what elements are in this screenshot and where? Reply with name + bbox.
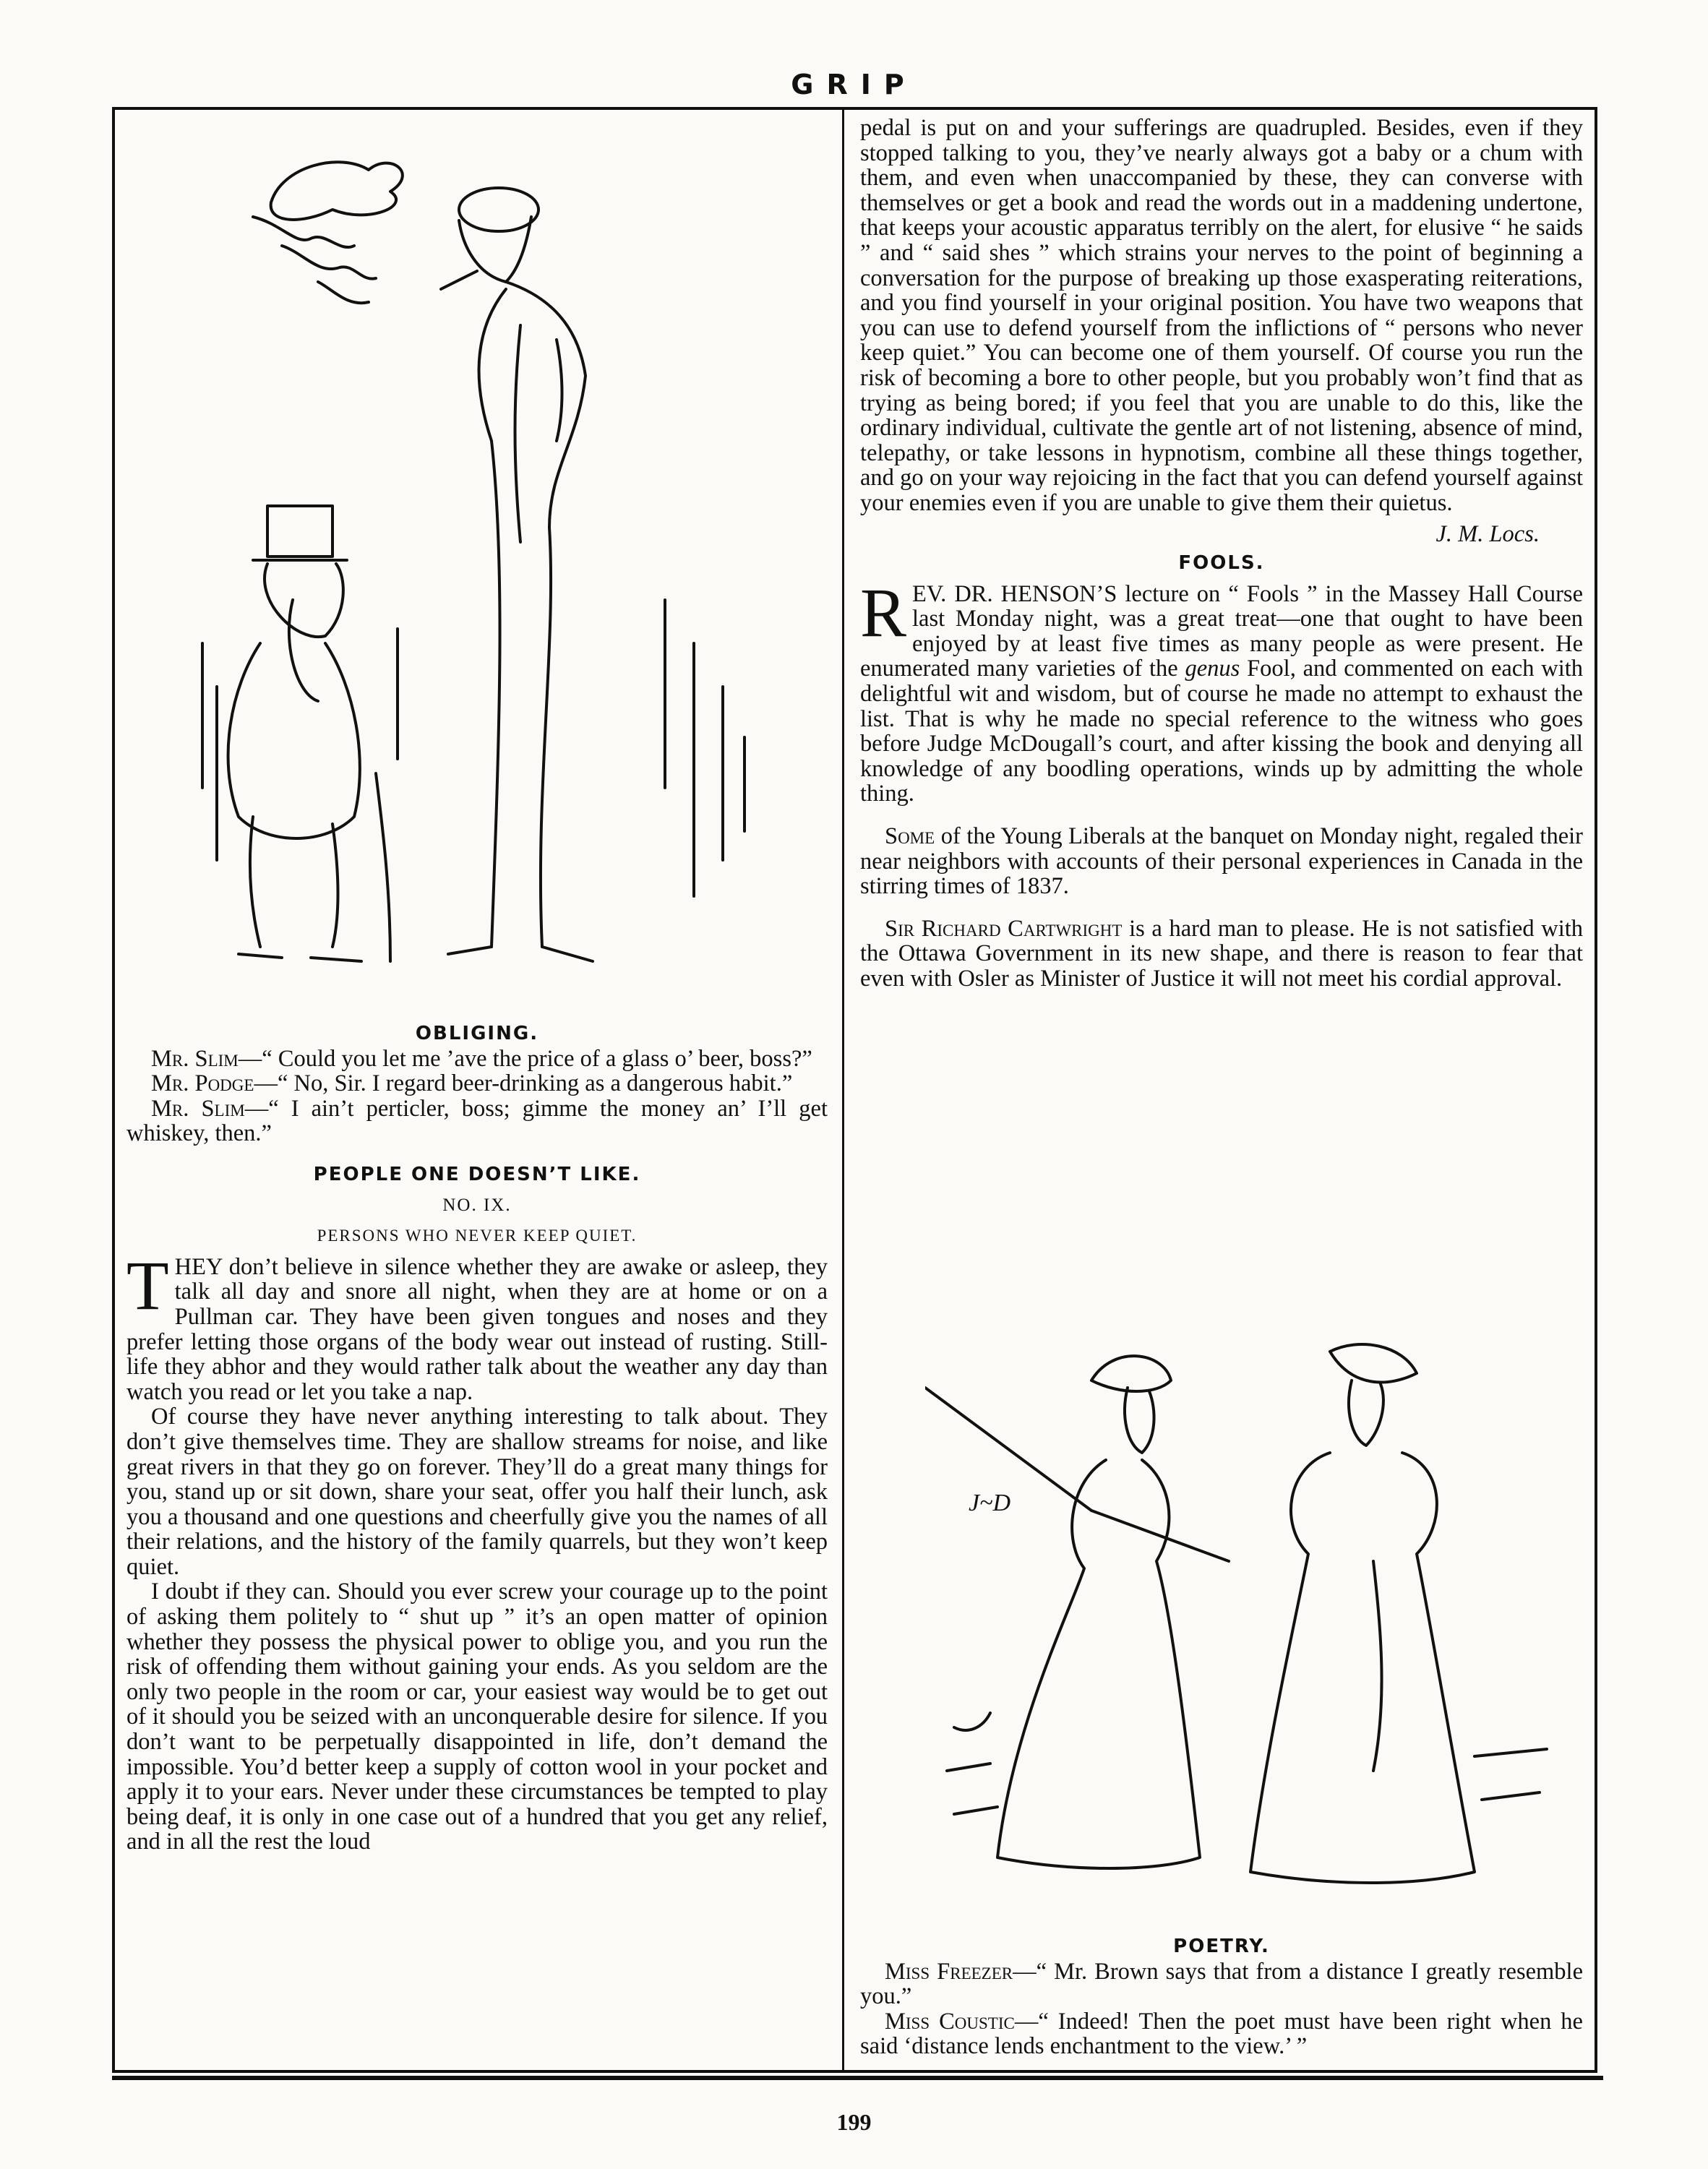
fools-paragraph: REV. DR. HENSON’S lecture on “ Fools ” in the Massey Hall Course last Monday night, was a great treat—one that ought to have been enjoyed by at least five times as many people as were present. He enumerated many varieties of the genus Fool, and commented on each with delightful wit and wisdom, but of course he made no attempt to exhaust the list. That is why he made no special reference to the witness who goes before Judge McDougall’s court, and after kissing the book and denying all knowledge of any boodling operations, winds up by admitting the whole thing. — [860, 573, 1584, 807]
page-number: 199 — [836, 2109, 872, 2135]
illustration-slim-podge — [173, 137, 795, 1005]
obliging-section — [126, 1021, 828, 1855]
people-signature: J. M. Locs. — [1436, 520, 1540, 547]
fools-title: FOOLS. — [1178, 552, 1265, 575]
drop-cap: T — [126, 1246, 169, 1324]
drop-cap: R — [860, 573, 907, 651]
dialogue-line: Mr. Slim—“ Could you let me ’ave the price of a glass o’ beer, boss?” — [151, 1045, 812, 1072]
people-paragraph: Of course they have never anything interesting to talk about. They don’t give themselves time. They are shallow streams for noise, and like great rivers in that they go on forever. They’ll do a great many things for you, stand up or sit down, share your seat, offer you half their lunch, ask you a thousand and one questions and cheerfully give you the names of all their relations, and the history of the family quarrels, but they won’t keep quiet. — [126, 1404, 828, 1580]
masthead: GRIP — [791, 69, 917, 100]
dialogue-line: Mr. Podge—“ No, Sir. I regard beer-drinking as a dangerous habit.” — [151, 1070, 793, 1097]
cartwright-paragraph: Sir Richard Cartwright is a hard man to please. He is not satisfied with the Ottawa Government in its new shape, and there is reason to fear that even with Osler as Minister of Justice it will not meet his cordial approval. — [860, 915, 1584, 992]
illustration-poetry — [925, 1323, 1554, 1923]
dialogue-line: Miss Freezer—“ Mr. Brown says that from a distance I greatly resemble you.” — [860, 1958, 1584, 2010]
artist-monogram: J~D — [969, 1490, 1011, 1516]
people-title: PEOPLE ONE DOESN’T LIKE. — [313, 1163, 641, 1185]
column-divider — [842, 107, 844, 2073]
people-paragraph: THEY don’t believe in silence whether they are awake or asleep, they talk all day and snore all night, when they are at home or on a Pullman car. They have been given tongues and noses and they prefer letting those organs of the body wear out instead of rusting. Still-life they abhor and they would rather talk about the weather any day than watch you read or let you take a nap. — [126, 1246, 828, 1405]
people-number: NO. IX. — [442, 1195, 512, 1215]
dialogue-line: Mr. Slim—“ I ain’t perticler, boss; gimme the money an’ I’ll get whiskey, then.” — [126, 1095, 828, 1147]
people-paragraph: I doubt if they can. Should you ever screw your courage up to the point of asking them politely to “ shut up ” it’s an open matter of opinion whether they possess the physical power to oblige you, and you run the risk of offending them without gaining your ends. As you seldom are the only two people in the room or car, your easiest way would be to get out of it should you be seized with an unconquerable desire for silence. If you don’t want to be perpetually disappointed in life, don’t demand the impossible. You’d better keep a supply of cotton wool in your pocket and apply it to your ears. Never under these circumstances be tempted to play being deaf, it is only in one case out of a hundred that you get any relief, and in all the rest the loud — [126, 1579, 828, 1855]
liberals-paragraph: Some of the Young Liberals at the banquet on Monday night, regaled their near neighbors with accounts of their personal experiences in Canada in the stirring times of 1837. — [860, 823, 1583, 900]
poetry-section — [860, 1934, 1583, 2059]
poetry-title: POETRY. — [1173, 1936, 1270, 1957]
people-subtitle: PERSONS WHO NEVER KEEP QUIET. — [317, 1227, 638, 1245]
right-column-text — [860, 116, 1583, 992]
obliging-title: OBLIGING. — [415, 1023, 539, 1044]
people-continuation: pedal is put on and your sufferings are quadrupled. Besides, even if they stopped talking to you, they’ve nearly always got a baby or a chum with them, and even when unaccompanied by these, they can converse with themselves or get a book and read the words out in a maddening undertone, that keeps your acoustic apparatus terribly on the alert, for elusive “ he saids ” and “ said shes ” which strains your nerves to the point of beginning a conversation for the purpose of breaking up those exasperating reiterations, and you find yourself in your original position. You have two weapons that you can use to defend yourself from the inflictions of “ persons who never keep quiet.” You can become one of them yourself. Of course you run the risk of becoming a bore to other people, but you probably won’t find that as trying as being bored; if you feel that you are unable to do this, like the ordinary individual, cultivate the gentle art of not listening, absence of mind, telepathy, or take lessons in hypnotism, combine all these things together, and go on your way rejoicing in the fact that you can defend yourself against your enemies even if you are unable to give them their quietus. — [860, 115, 1583, 516]
dialogue-line: Miss Coustic—“ Indeed! Then the poet must have been right when he said ‘distance lends enchantment to the view.’ ” — [860, 2008, 1583, 2060]
